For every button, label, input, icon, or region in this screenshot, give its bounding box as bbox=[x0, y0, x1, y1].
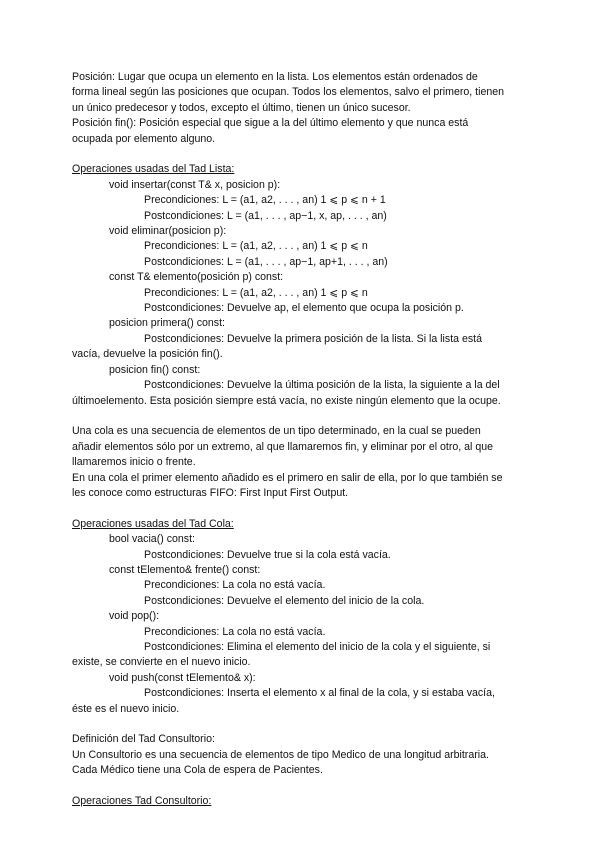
paragraph-line: Posición: Lugar que ocupa un elemento en la lista. Los elementos están ordenados de bbox=[72, 71, 478, 83]
operation-signature: bool vacia() const: bbox=[109, 533, 195, 546]
section-heading-consultorio: Operaciones Tad Consultorio: bbox=[72, 795, 212, 808]
postcondition: Postcondiciones: Devuelve true si la cola está vacía. bbox=[144, 548, 391, 561]
postcondition: Postcondiciones: Elimina el elemento del inicio de la cola y el siguiente, si bbox=[144, 640, 491, 653]
postcondition-continued: últimoelemento. Esta posición siempre está vacía, no existe ningún elemento que la ocupe. bbox=[72, 394, 501, 407]
paragraph-line: forma lineal según las posiciones que ocupan. Todos los elementos, salvo el primero, tienen bbox=[72, 86, 505, 99]
paragraph-line: Cada Médico tiene una Cola de espera de Pacientes. bbox=[72, 764, 323, 777]
spacer bbox=[72, 779, 532, 794]
postcondition-continued: vacía, devuelve la posición fin(). bbox=[72, 348, 223, 361]
operation-signature: void insertar(const T& x, posicion p): bbox=[109, 178, 281, 191]
precondition: Precondiciones: La cola no está vacía. bbox=[144, 579, 326, 592]
spacer bbox=[72, 409, 532, 424]
spacer bbox=[72, 717, 532, 732]
postcondition: Postcondiciones: L = (a1, . . . , ap−1, ap+1, . . . , an) bbox=[144, 255, 388, 268]
operation-signature: void pop(): bbox=[109, 610, 160, 623]
postcondition: Postcondiciones: Devuelve el elemento del inicio de la cola. bbox=[144, 594, 425, 607]
postcondition-continued: existe, se convierte en el nuevo inicio. bbox=[72, 656, 251, 669]
postcondition-continued: éste es el nuevo inicio. bbox=[72, 702, 180, 715]
paragraph-line: Un Consultorio es una secuencia de elementos de tipo Medico de una longitud arbitraria. bbox=[72, 748, 489, 761]
definition-title: Definición del Tad Consultorio: bbox=[72, 733, 215, 746]
paragraph-line: un único predecesor y todos, excepto el último, tienen un único sucesor. bbox=[72, 101, 411, 114]
operation-signature: posicion primera() const: bbox=[109, 317, 225, 330]
operation-signature: posicion fin() const: bbox=[109, 363, 201, 376]
paragraph-line: les conoce como estructuras FIFO: First Input First Output. bbox=[72, 486, 349, 499]
paragraph-line: añadir elementos sólo por un extremo, al que llamaremos fin, y eliminar por el otro, al que bbox=[72, 440, 494, 453]
posicion-definition bbox=[72, 70, 532, 147]
precondition: Precondiciones: L = (a1, a2, . . . , an) 1 ⩽ p ⩽ n + 1 bbox=[144, 194, 386, 207]
precondition: Precondiciones: L = (a1, a2, . . . , an) 1 ⩽ p ⩽ n bbox=[144, 286, 368, 299]
postcondition: Postcondiciones: Inserta el elemento x al final de la cola, y si estaba vacía, bbox=[144, 687, 495, 700]
paragraph-line: En una cola el primer elemento añadido es el primero en salir de ella, por lo que también se bbox=[72, 471, 503, 484]
operation-signature: const tElemento& frente() const: bbox=[109, 563, 261, 576]
paragraph-line: Una cola es una secuencia de elementos de un tipo determinado, en la cual se pueden bbox=[72, 425, 481, 438]
postcondition: Postcondiciones: Devuelve la última posición de la lista, la siguiente a la del bbox=[144, 379, 500, 392]
document-page bbox=[72, 70, 532, 809]
section-heading-cola: Operaciones usadas del Tad Cola: bbox=[72, 517, 234, 530]
precondition: Precondiciones: L = (a1, a2, . . . , an) 1 ⩽ p ⩽ n bbox=[144, 240, 368, 253]
paragraph-line: Posición fin(): Posición especial que sigue a la del último elemento y que nunca está bbox=[72, 117, 469, 130]
spacer bbox=[72, 147, 532, 162]
operation-signature: const T& elemento(posición p) const: bbox=[109, 271, 284, 284]
precondition: Precondiciones: La cola no está vacía. bbox=[144, 625, 326, 638]
postcondition: Postcondiciones: Devuelve ap, el elemento que ocupa la posición p. bbox=[144, 302, 464, 315]
paragraph-line: llamaremos inicio o frente. bbox=[72, 456, 196, 469]
paragraph-line: ocupada por elemento alguno. bbox=[72, 132, 216, 145]
cola-operations bbox=[72, 517, 532, 717]
section-heading-lista: Operaciones usadas del Tad Lista: bbox=[72, 163, 235, 176]
lista-operations bbox=[72, 162, 532, 409]
cola-definition bbox=[72, 424, 532, 501]
postcondition: Postcondiciones: Devuelve la primera posición de la lista. Si la lista está bbox=[144, 332, 482, 345]
operation-signature: void push(const tElemento& x): bbox=[109, 671, 256, 684]
spacer bbox=[72, 501, 532, 516]
operation-signature: void eliminar(posicion p): bbox=[109, 225, 227, 238]
postcondition: Postcondiciones: L = (a1, . . . , ap−1, x, ap, . . . , an) bbox=[144, 209, 387, 222]
consultorio-definition bbox=[72, 732, 532, 778]
